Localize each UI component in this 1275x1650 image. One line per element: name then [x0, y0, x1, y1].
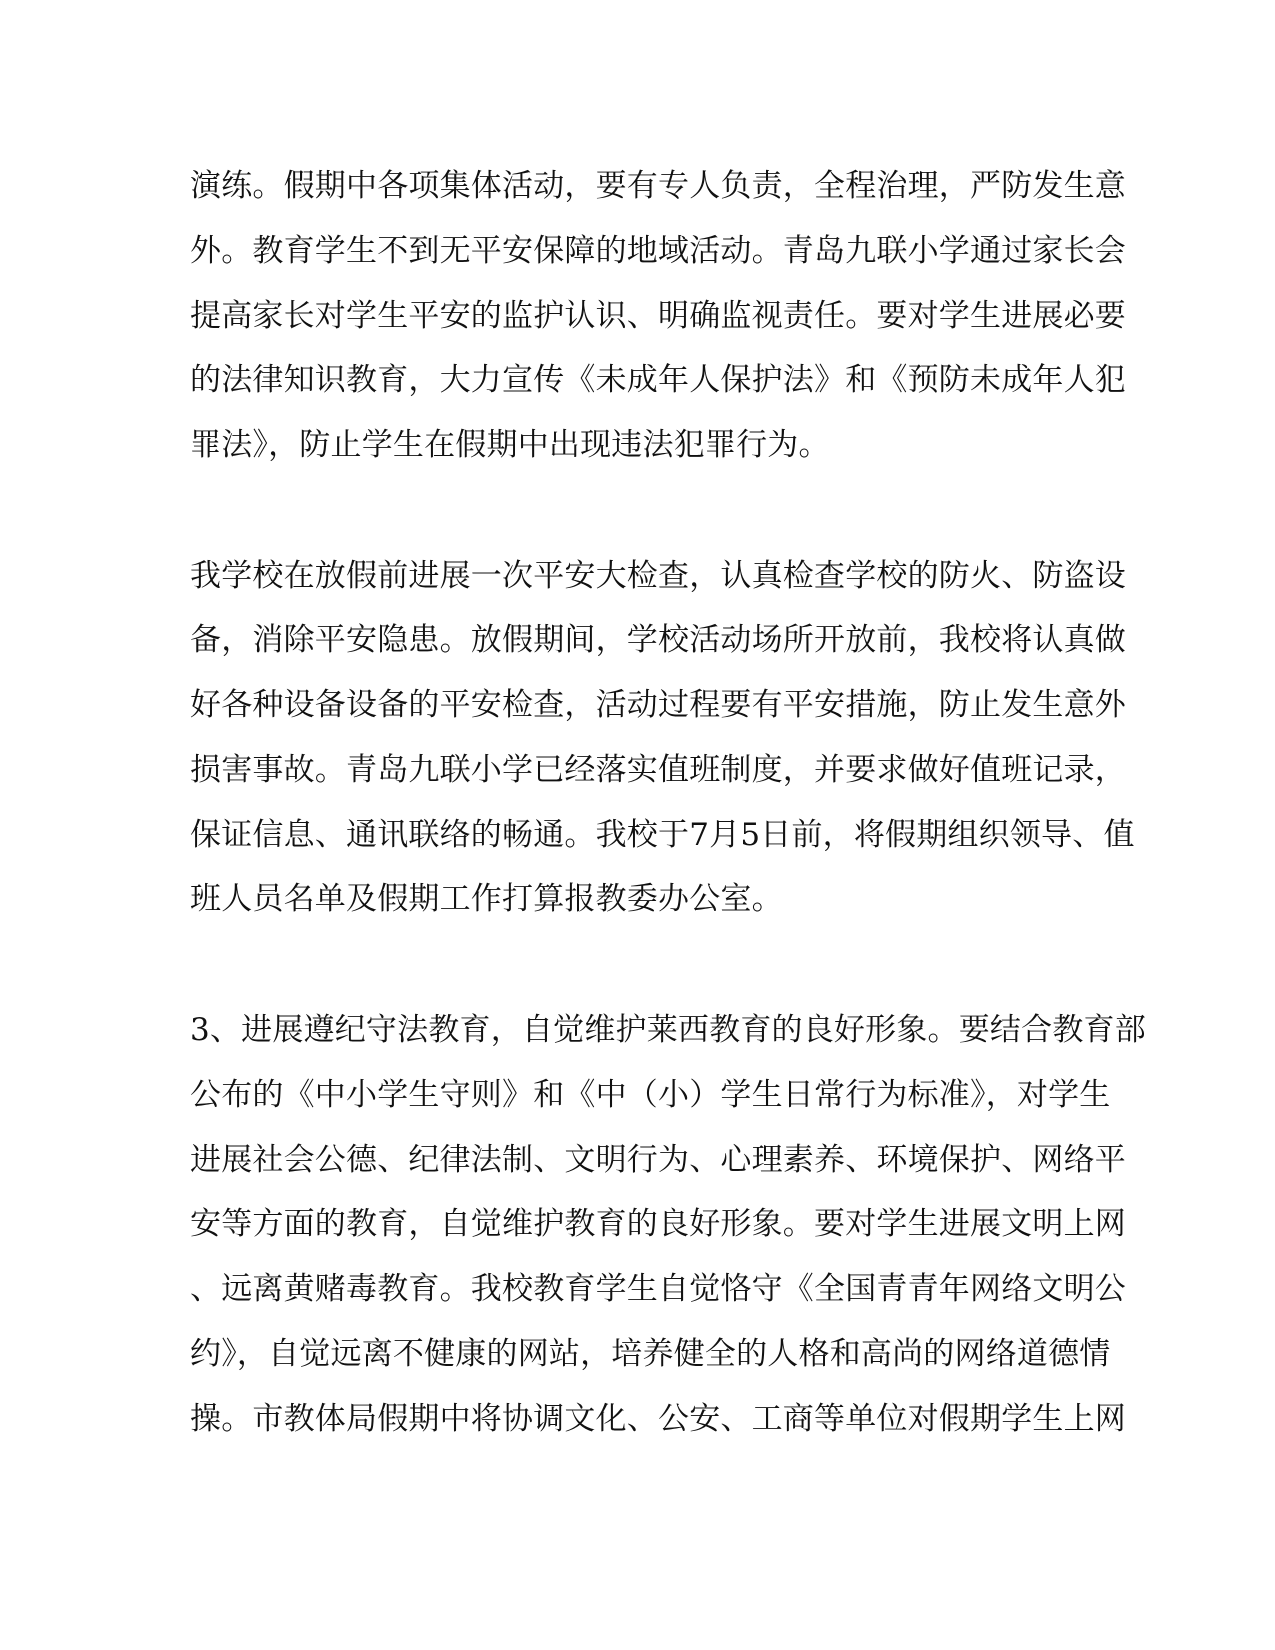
text-line: 保证信息、通讯联络的畅通。我校于7月5日前，将假期组织领导、值	[190, 817, 1135, 853]
text-line: 我学校在放假前进展一次平安大检查，认真检查学校的防火、防盗设	[190, 558, 1126, 594]
text-line: 提高家长对学生平安的监护认识、明确监视责任。要对学生进展必要	[190, 298, 1126, 334]
text-line: 损害事故。青岛九联小学已经落实值班制度，并要求做好值班记录，	[190, 752, 1126, 788]
text-line: 演练。假期中各项集体活动，要有专人负责，全程治理，严防发生意	[190, 168, 1126, 204]
text-line: 操。市教体局假期中将协调文化、公安、工商等单位对假期学生上网	[190, 1401, 1126, 1437]
text-line: 罪法》，防止学生在假期中出现违法犯罪行为。	[190, 427, 830, 463]
text-line: 公布的《中小学生守则》和《中（小）学生日常行为标准》，对学生	[190, 1077, 1111, 1113]
text-line: 安等方面的教育，自觉维护教育的良好形象。要对学生进展文明上网	[190, 1206, 1126, 1242]
text-line: 3、进展遵纪守法教育，自觉维护莱西教育的良好形象。要结合教育部	[190, 1012, 1146, 1048]
text-line: 的法律知识教育，大力宣传《未成年人保护法》和《预防未成年人犯	[190, 362, 1126, 398]
text-line: 备，消除平安隐患。放假期间，学校活动场所开放前，我校将认真做	[190, 622, 1126, 658]
text-line: 外。教育学生不到无平安保障的地域活动。青岛九联小学通过家长会	[190, 233, 1126, 269]
text-line: 、远离黄赌毒教育。我校教育学生自觉恪守《全国青青年网络文明公	[190, 1271, 1126, 1307]
text-line: 约》，自觉远离不健康的网站，培养健全的人格和高尚的网络道德情	[190, 1336, 1111, 1372]
text-line: 班人员名单及假期工作打算报教委办公室。	[190, 881, 783, 917]
text-line: 好各种设备设备的平安检查，活动过程要有平安措施，防止发生意外	[190, 687, 1126, 723]
text-line: 进展社会公德、纪律法制、文明行为、心理素养、环境保护、网络平	[190, 1142, 1126, 1178]
